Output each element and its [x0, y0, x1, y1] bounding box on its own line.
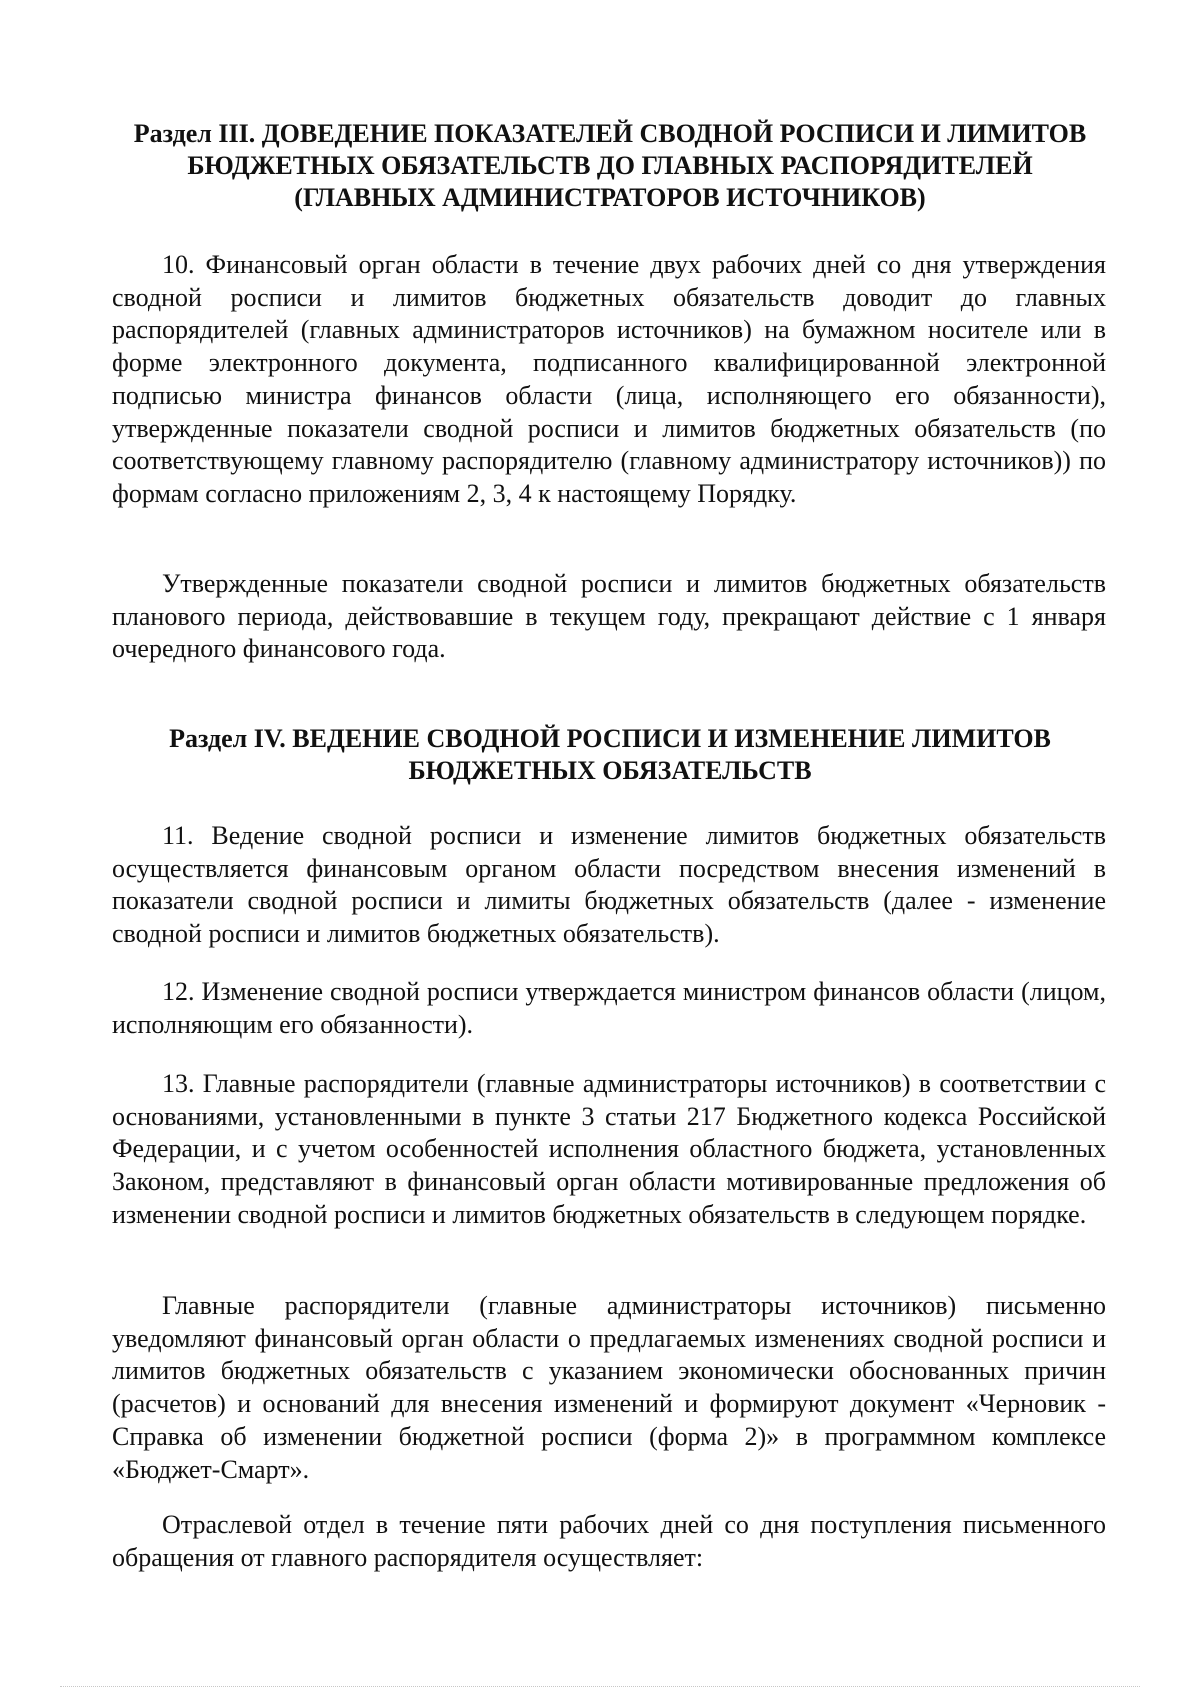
paragraph-10: 10. Финансовый орган области в течение двух рабочих дней со дня утверждения сводной росписи и лимитов бюджетных обязательств доводит до главных распорядителей (главных администраторов источников) на бумажном носителе или в форме электронного документа, подписанного квалифицированной электронной подписью министра финансов области (лица, исполняющего его обязанности), утвержденные показатели сводной росписи и лимитов бюджетных обязательств (по соответствующему главному распорядителю (главному администратору источников)) по формам согласно приложениям 2, 3, 4 к настоящему Порядку.: [112, 250, 1106, 508]
section-3-heading: Раздел III. ДОВЕДЕНИЕ ПОКАЗАТЕЛЕЙ СВОДНОЙ РОСПИСИ И ЛИМИТОВ БЮДЖЕТНЫХ ОБЯЗАТЕЛЬСТВ ДО ГЛАВНЫХ РАСПОРЯДИТЕЛЕЙ (ГЛАВНЫХ АДМИНИСТРАТОРОВ ИСТОЧНИКОВ): [133, 119, 1087, 212]
paragraph-12: 12. Изменение сводной росписи утверждается министром финансов области (лицом, исполняющим его обязанности).: [112, 977, 1106, 1039]
paragraph-13: 13. Главные распорядители (главные администраторы источников) в соответствии с основаниями, установленными в пункте 3 статьи 217 Бюджетного кодекса Российской Федерации, и с учетом особенностей исполнения областного бюджета, установленных Законом, представляют в финансовый орган области мотивированные предложения об изменении сводной росписи и лимитов бюджетных обязательств в следующем порядке.: [112, 1069, 1106, 1229]
paragraph-13-notification: Главные распорядители (главные администраторы источников) письменно уведомляют финансовый орган области о предлагаемых изменениях сводной росписи и лимитов бюджетных обязательств с указанием экономически обоснованных причин (расчетов) и оснований для внесения изменений и формируют документ «Черновик - Справка об изменении бюджетной росписи (форма 2)» в программном комплексе «Бюджет-Смарт».: [112, 1291, 1106, 1484]
paragraph-13-department: Отраслевой отдел в течение пяти рабочих дней со дня поступления письменного обращения от главного распорядителя осуществляет:: [112, 1510, 1106, 1572]
paragraph-10-continuation: Утвержденные показатели сводной росписи и лимитов бюджетных обязательств планового периода, действовавшие в текущем году, прекращают действие с 1 января очередного финансового года.: [112, 569, 1106, 664]
section-4-heading: Раздел IV. ВЕДЕНИЕ СВОДНОЙ РОСПИСИ И ИЗМЕНЕНИЕ ЛИМИТОВ БЮДЖЕТНЫХ ОБЯЗАТЕЛЬСТВ: [169, 724, 1051, 785]
scan-edge-divider: [60, 1686, 1140, 1687]
paragraph-11: 11. Ведение сводной росписи и изменение лимитов бюджетных обязательств осуществляется финансовым органом области посредством внесения изменений в показатели сводной росписи и лимиты бюджетных обязательств (далее - изменение сводной росписи и лимитов бюджетных обязательств).: [112, 821, 1106, 949]
